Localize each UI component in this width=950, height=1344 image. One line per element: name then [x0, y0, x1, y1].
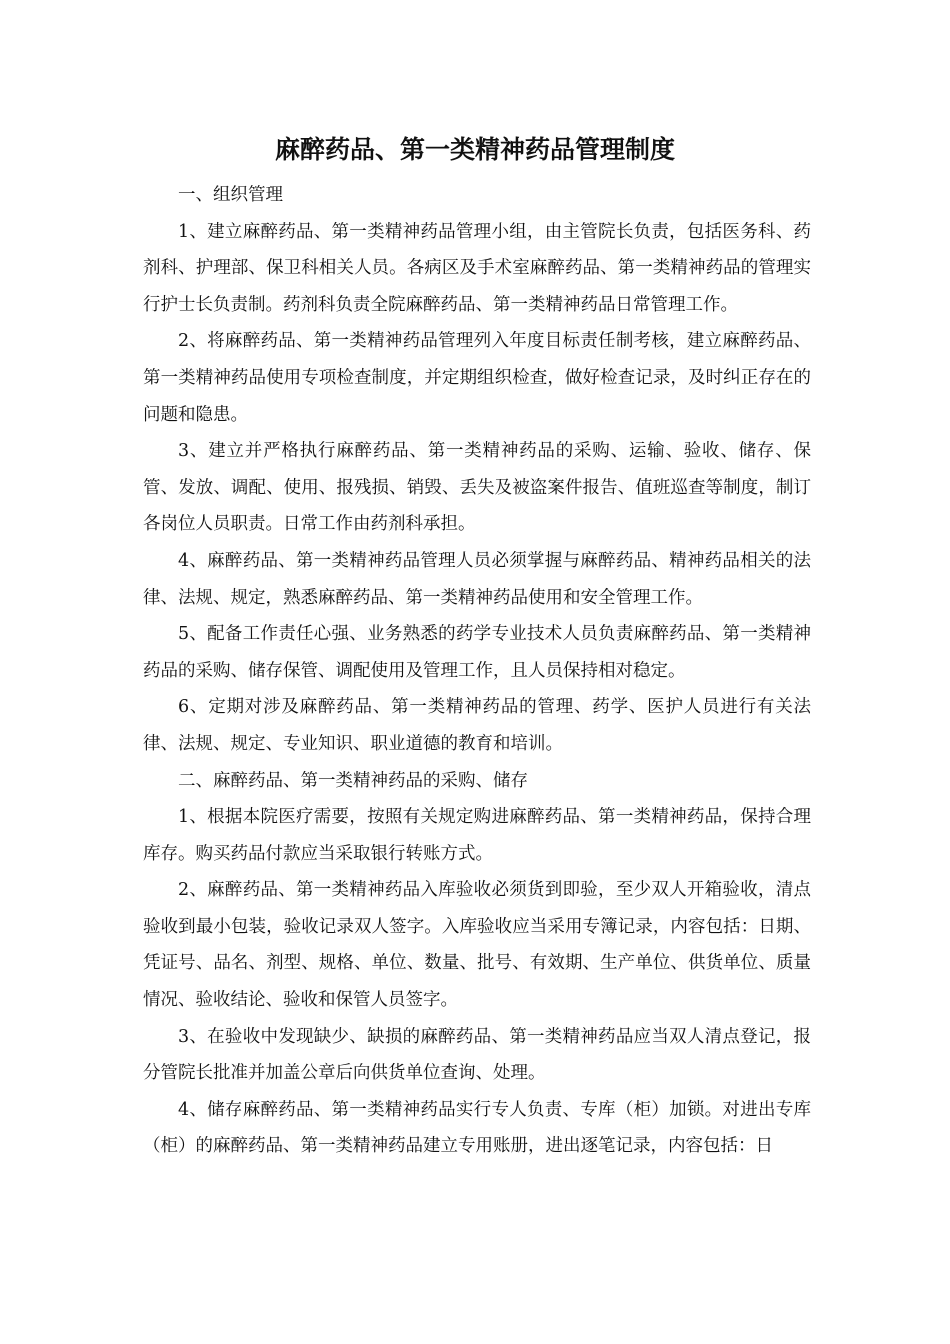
- section-heading-organization: 一、组织管理: [178, 185, 283, 205]
- paragraph: 4、储存麻醉药品、第一类精神药品实行专人负责、专库（柜）加锁。对进出专库（柜）的麻醉药品、第一类精神药品建立专用账册，进出逐笔记录，内容包括：日: [143, 1099, 811, 1157]
- paragraph: 5、配备工作责任心强、业务熟悉的药学专业技术人员负责麻醉药品、第一类精神药品的采购、储存保管、调配使用及管理工作，且人员保持相对稳定。: [143, 624, 811, 681]
- paragraph: 1、根据本院医疗需要，按照有关规定购进麻醉药品、第一类精神药品，保持合理库存。购买药品付款应当采取银行转账方式。: [143, 807, 811, 864]
- paragraph: 1、建立麻醉药品、第一类精神药品管理小组，由主管院长负责，包括医务科、药剂科、护理部、保卫科相关人员。各病区及手术室麻醉药品、第一类精神药品的管理实行护士长负责制。药剂科负责全院麻醉药品、第一类精神药品日常管理工作。: [143, 221, 811, 315]
- paragraph: 6、定期对涉及麻醉药品、第一类精神药品的管理、药学、医护人员进行有关法律、法规、规定、专业知识、职业道德的教育和培训。: [143, 697, 811, 754]
- document-body: [143, 177, 811, 1165]
- paragraph: 2、麻醉药品、第一类精神药品入库验收必须货到即验，至少双人开箱验收，清点验收到最小包装，验收记录双人签字。入库验收应当采用专簿记录，内容包括：日期、凭证号、品名、剂型、规格、单位、数量、批号、有效期、生产单位、供货单位、质量情况、验收结论、验收和保管人员签字。: [143, 880, 811, 1011]
- paragraph: 3、在验收中发现缺少、缺损的麻醉药品、第一类精神药品应当双人清点登记，报分管院长批准并加盖公章后向供货单位查询、处理。: [143, 1026, 811, 1084]
- section-heading-procurement: 二、麻醉药品、第一类精神药品的采购、储存: [178, 770, 528, 791]
- paragraph: 2、将麻醉药品、第一类精神药品管理列入年度目标责任制考核，建立麻醉药品、第一类精神药品使用专项检查制度，并定期组织检查，做好检查记录，及时纠正存在的问题和隐患。: [143, 331, 811, 425]
- paragraph: 4、麻醉药品、第一类精神药品管理人员必须掌握与麻醉药品、精神药品相关的法律、法规、规定，熟悉麻醉药品、第一类精神药品使用和安全管理工作。: [143, 550, 811, 608]
- document-title: 麻醉药品、第一类精神药品管理制度: [274, 135, 675, 164]
- paragraph: 3、建立并严格执行麻醉药品、第一类精神药品的采购、运输、验收、储存、保管、发放、调配、使用、报残损、销毁、丢失及被盗案件报告、值班巡查等制度，制订各岗位人员职责。日常工作由药剂科承担。: [143, 441, 811, 535]
